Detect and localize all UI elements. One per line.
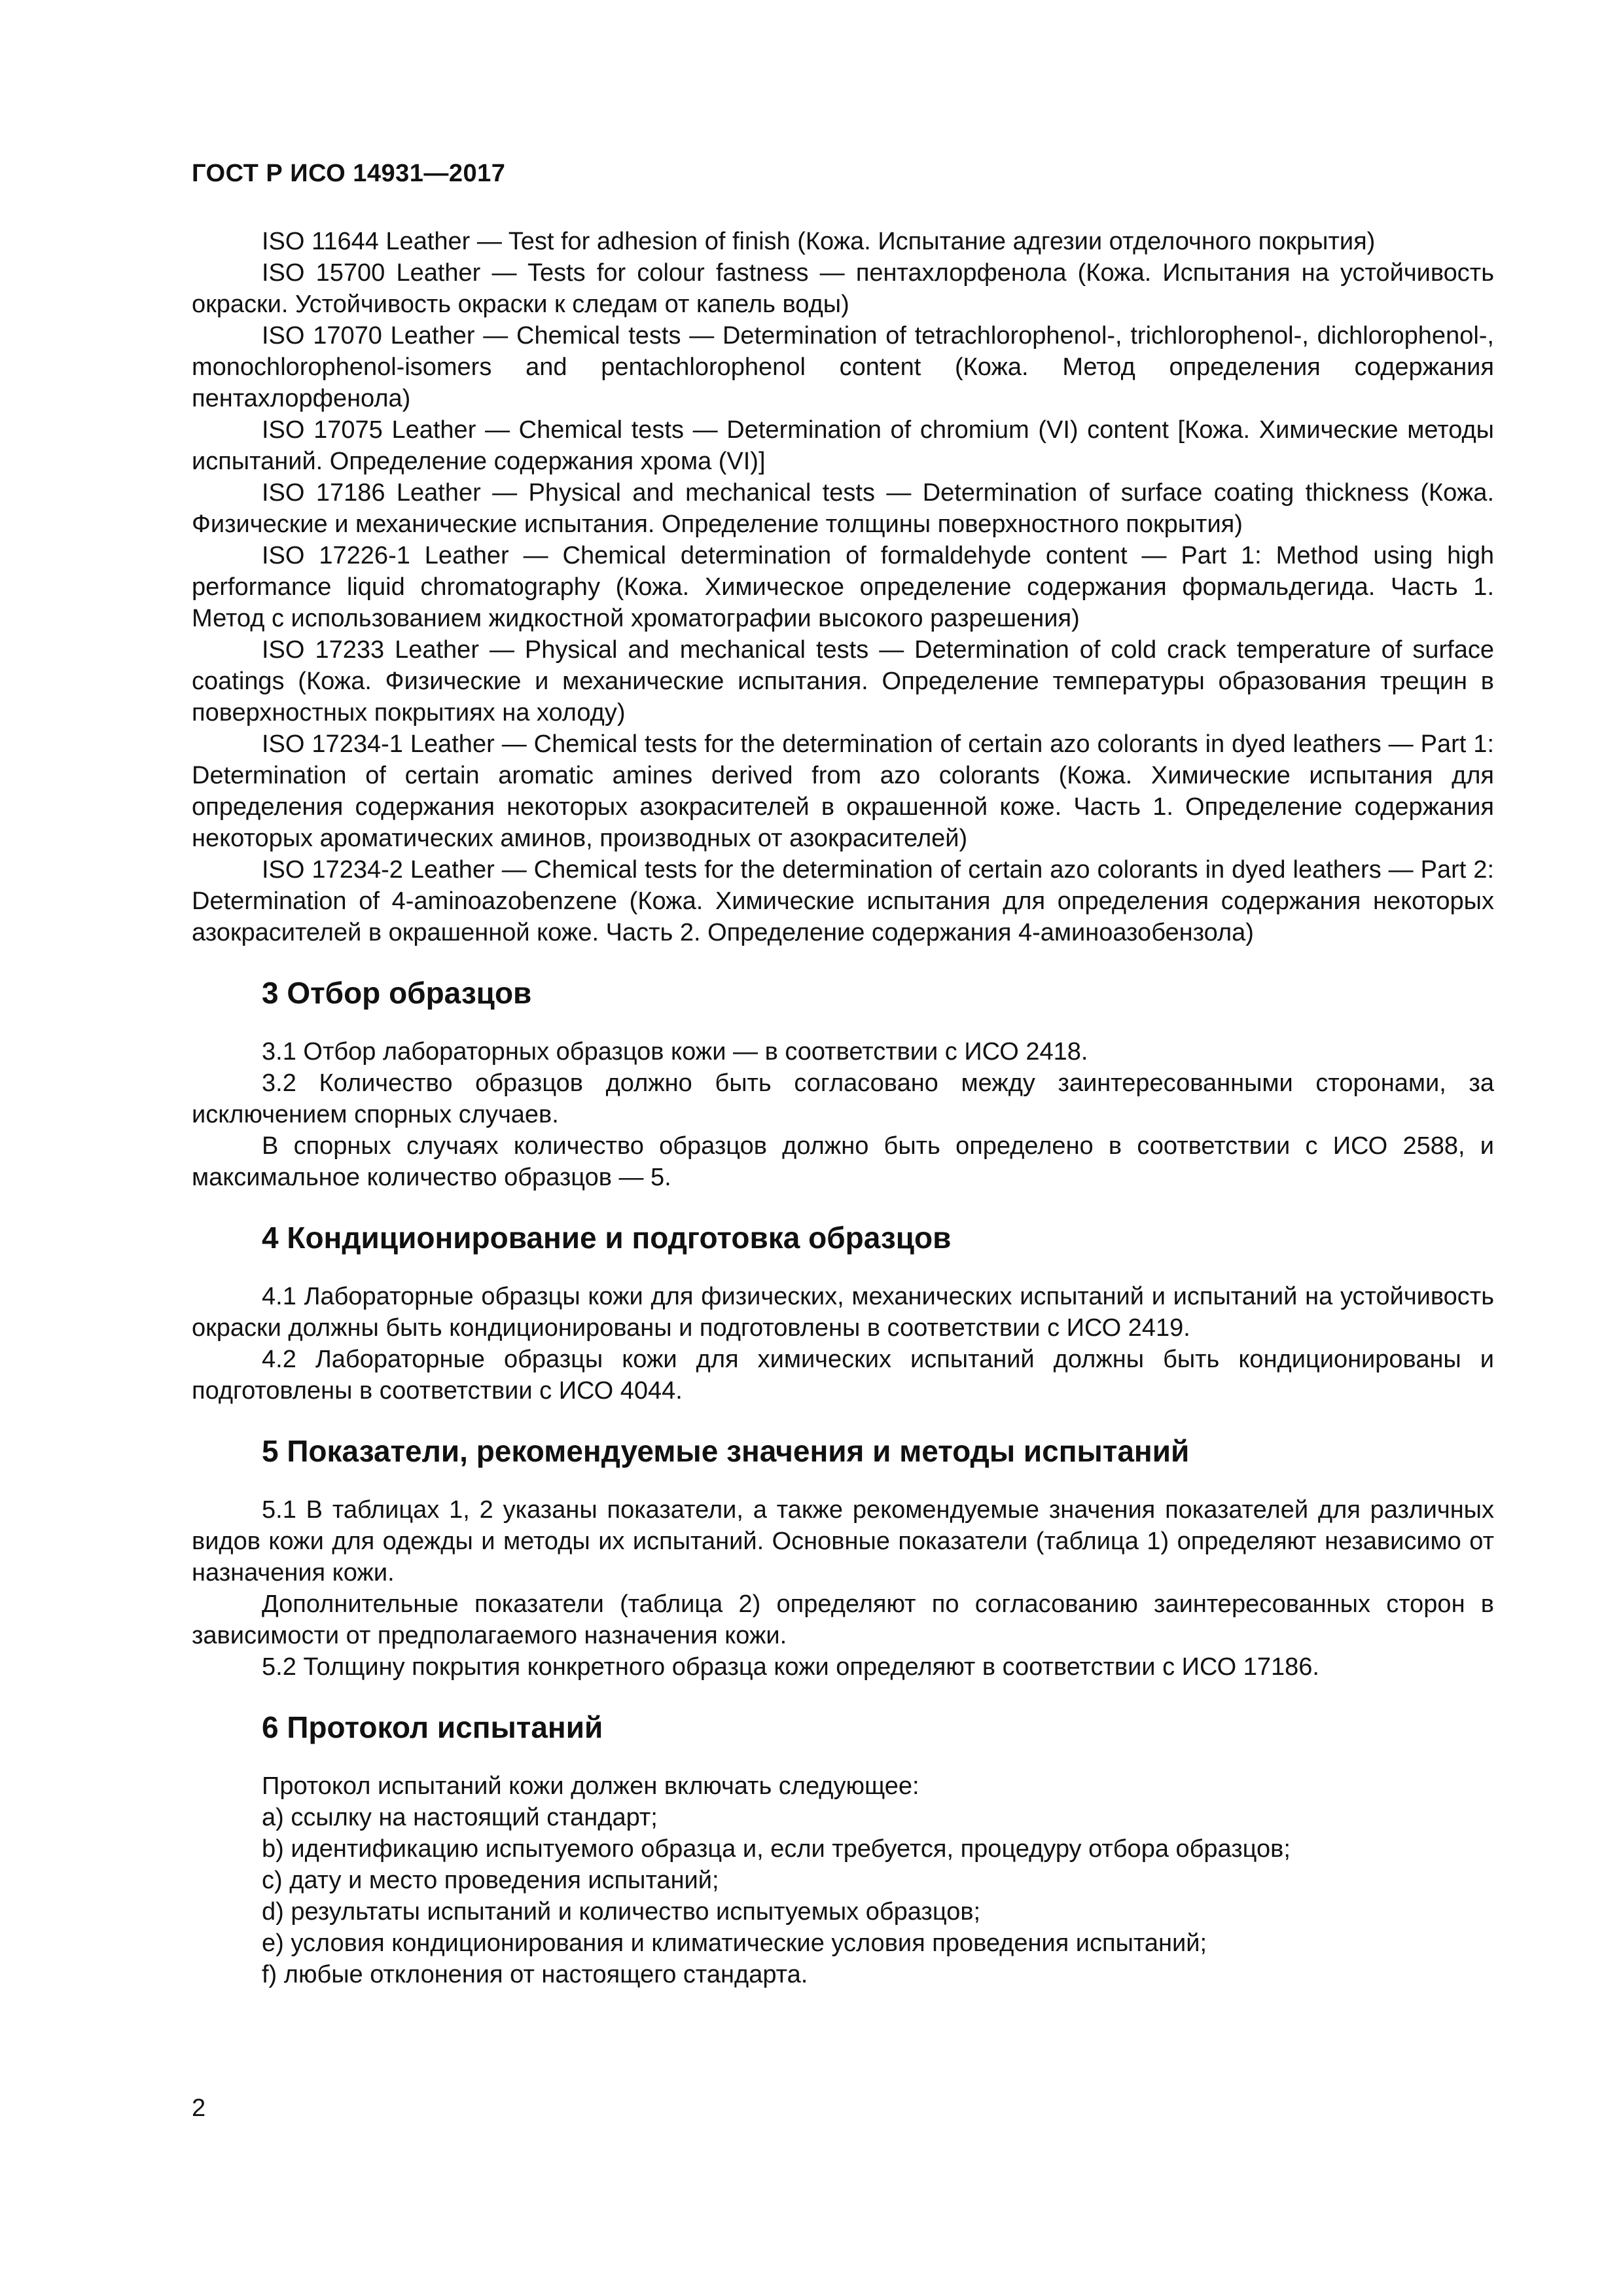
- reference-iso-17186: ISO 17186 Leather — Physical and mechanical tests — Determination of surface coating thickness (Кожа. Физические и механические испытания. Определение толщины поверхностного покрытия): [192, 479, 1494, 538]
- page-number: 2: [192, 2094, 206, 2122]
- section-6-title: 6 Протокол испытаний: [262, 1710, 603, 1744]
- list-item: d) результаты испытаний и количество испытуемых образцов;: [262, 1898, 981, 1926]
- list-item: c) дату и место проведения испытаний;: [262, 1867, 719, 1894]
- list-item: e) условия кондиционирования и климатические условия проведения испытаний;: [262, 1929, 1207, 1957]
- reference-iso-17070: ISO 17070 Leather — Chemical tests — Determination of tetrachlorophenol-, trichlorophenol-, dichlorophenol-, monochlorophenol-isomers and pentachlorophenol content (Кожа. Метод определения содержания пентахлорфенола): [192, 322, 1494, 412]
- section-4-paragraph-2: 4.2 Лабораторные образцы кожи для химических испытаний должны быть кондиционированы и подготовлены в соответствии с ИСО 4044.: [192, 1346, 1494, 1405]
- section-5-paragraph-1: 5.1 В таблицах 1, 2 указаны показатели, а также рекомендуемые значения показателей для различных видов кожи для одежды и методы их испытаний. Основные показатели (таблица 1) определяют независимо от назначения кожи.: [192, 1496, 1494, 1587]
- reference-iso-11644: ISO 11644 Leather — Test for adhesion of finish (Кожа. Испытание адгезии отделочного покрытия): [262, 228, 1376, 255]
- reference-iso-17234-1: ISO 17234-1 Leather — Chemical tests for the determination of certain azo colorants in dyed leathers — Part 1: Determination of certain aromatic amines derived from azo colorants (Кожа. Химические испытания для определения содержания некоторых азокрасителей в окрашенной коже. Часть 1. Определение содержания некоторых ароматических аминов, производных от азокрасителей): [192, 730, 1494, 852]
- reference-iso-17226-1: ISO 17226-1 Leather — Chemical determination of formaldehyde content — Part 1: Method using high performance liquid chromatography (Кожа. Химическое определение содержания формальдегида. Часть 1. Метод с использованием жидкостной хроматографии высокого разрешения): [192, 542, 1494, 632]
- reference-iso-17233: ISO 17233 Leather — Physical and mechanical tests — Determination of cold crack temperature of surface coatings (Кожа. Физические и механические испытания. Определение температуры образования трещин в поверхностных покрытиях на холоду): [192, 636, 1494, 726]
- list-item: f) любые отклонения от настоящего стандарта.: [262, 1961, 808, 1988]
- reference-iso-17234-2: ISO 17234-2 Leather — Chemical tests for the determination of certain azo colorants in dyed leathers — Part 2: Determination of 4-aminoazobenzene (Кожа. Химические испытания для определения содержания некоторых азокрасителей в окрашенной коже. Часть 2. Определение содержания 4-аминоазобензола): [192, 856, 1494, 946]
- section-6-intro: Протокол испытаний кожи должен включать следующее:: [262, 1772, 919, 1800]
- section-5-title: 5 Показатели, рекомендуемые значения и методы испытаний: [262, 1434, 1190, 1468]
- document-page: [192, 0, 1494, 2296]
- reference-iso-17075: ISO 17075 Leather — Chemical tests — Determination of chromium (VI) content [Кожа. Химические методы испытаний. Определение содержания хрома (VI)]: [192, 416, 1494, 475]
- section-4-paragraph-1: 4.1 Лабораторные образцы кожи для физических, механических испытаний и испытаний на устойчивость окраски должны быть кондиционированы и подготовлены в соответствии с ИСО 2419.: [192, 1283, 1494, 1342]
- document-content: [192, 226, 1494, 1990]
- section-5-paragraph-2: Дополнительные показатели (таблица 2) определяют по согласованию заинтересованных сторон в зависимости от предполагаемого назначения кожи.: [192, 1590, 1494, 1649]
- section-3-paragraph-3: В спорных случаях количество образцов должно быть определено в соответствии с ИСО 2588, и максимальное количество образцов — 5.: [192, 1132, 1494, 1191]
- list-item: a) ссылку на настоящий стандарт;: [262, 1804, 658, 1831]
- document-header: ГОСТ Р ИСО 14931—2017: [192, 160, 506, 187]
- section-3-paragraph-2: 3.2 Количество образцов должно быть согласовано между заинтересованными сторонами, за исключением спорных случаев.: [192, 1069, 1494, 1128]
- reference-iso-15700: ISO 15700 Leather — Tests for colour fastness — пентахлорфенола (Кожа. Испытания на устойчивость окраски. Устойчивость окраски к следам от капель воды): [192, 259, 1494, 318]
- section-3-paragraph-1: 3.1 Отбор лабораторных образцов кожи — в соответствии с ИСО 2418.: [262, 1038, 1088, 1066]
- list-item: b) идентификацию испытуемого образца и, если требуется, процедуру отбора образцов;: [262, 1835, 1291, 1863]
- section-3-title: 3 Отбор образцов: [262, 976, 532, 1010]
- section-5-paragraph-3: 5.2 Толщину покрытия конкретного образца кожи определяют в соответствии с ИСО 17186.: [262, 1653, 1319, 1681]
- section-4-title: 4 Кондиционирование и подготовка образцов: [262, 1221, 952, 1255]
